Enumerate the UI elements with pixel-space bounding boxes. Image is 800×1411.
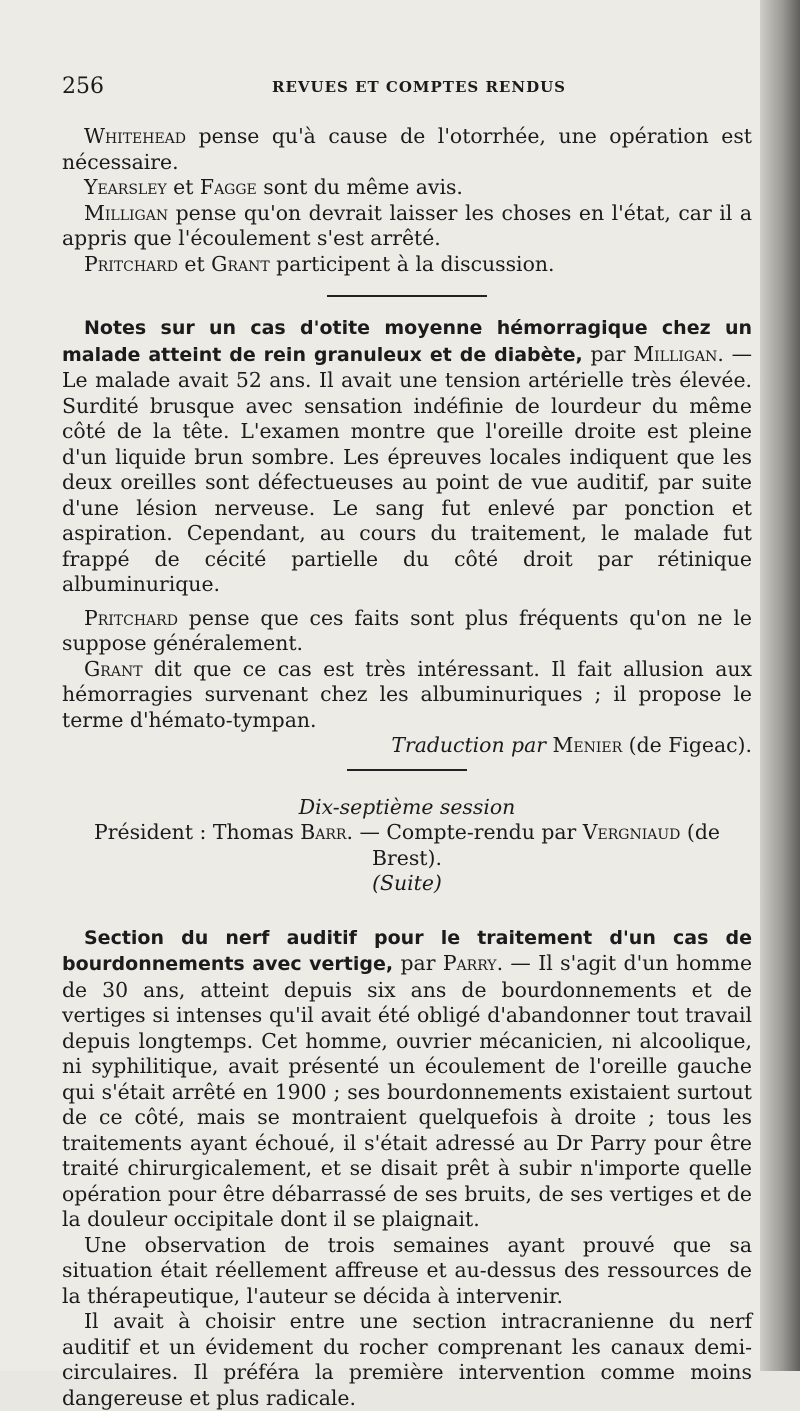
article-parry: [62, 925, 752, 1233]
book-spine-shadow: [760, 0, 800, 1371]
author-name: Grant: [84, 656, 143, 681]
article-author: Milligan: [633, 341, 718, 366]
president-label: Président : Thomas: [94, 820, 301, 844]
author-name: Milligan: [84, 200, 169, 225]
report-label: . — Compte-rendu par: [346, 820, 583, 844]
section-divider: [327, 295, 487, 297]
article-body: . — Il s'agit d'un homme de 30 ans, atteint depuis six ans de bourdonnements et de vertiges si intenses qu'il avait été obligé d'abandonner tout travail depuis longtemps. Cet homme, ouvrier mécanicien, ni alcoolique, ni syphilitique, avait présenté un écoulement de l'oreille gauche qui s'était arrêté en 1900 ; ses bourdonnements existaient surtout de ce côté, mais se montraient quelquefois à droite ; tous les traitements ayant échoué, il s'était adressé au Dr Parry pour être traité chirurgicalement, et se disait prêt à subir n'importe quelle opération pour être débarrassé de ses bruits, de ses vertiges et de la douleur occipitale dont il se plaignait.: [62, 951, 753, 1231]
connector-text: par: [582, 341, 634, 366]
paragraph-pritchard-grant: [62, 252, 752, 278]
author-name: Grant: [211, 251, 270, 276]
connector-text: par: [393, 951, 443, 975]
paragraph-milligan: [62, 201, 752, 252]
paragraph-choice: Il avait à choisir entre une section intracranienne du nerf auditif et un évidement du rocher comprenant les canaux demi-circulaires. Il préféra la première intervention comme moins dangereuse et plus radicale.: [62, 1309, 752, 1410]
reporter-name: Vergniaud: [582, 820, 681, 844]
article-title: Section du nerf auditif pour le traitement d'un cas de bourdonnements avec vertige,: [62, 926, 752, 975]
author-name: Whitehead: [84, 124, 187, 148]
article-milligan: [62, 315, 752, 598]
paragraph-text: pense qu'à cause de l'otorrhée, une opération est nécessaire.: [62, 124, 752, 174]
paragraph-text: dit que ce cas est très intéressant. Il fait allusion aux hémorragies survenant chez les albuminuriques ; il propose le terme d'hémato-tympan.: [62, 656, 752, 732]
author-name: Pritchard: [84, 251, 178, 276]
author-name: Fagge: [199, 175, 257, 199]
translation-label: Traduction par: [391, 733, 547, 757]
translator-name: Menier: [552, 733, 623, 757]
paragraph-whitehead: [62, 124, 752, 175]
paragraph-text: participent à la discussion.: [269, 251, 555, 276]
section-divider: [347, 769, 467, 771]
body-text: [62, 124, 752, 1411]
session-title: Dix-septième session: [298, 794, 516, 819]
running-head: REVUES ET COMPTES RENDUS: [272, 78, 566, 96]
page-header: [62, 74, 752, 104]
article-author: Parry: [442, 951, 497, 975]
paragraph-text: pense qu'on devrait laisser les choses en l'état, car il a appris que l'écoulement s'est arrêté.: [62, 200, 752, 250]
session-credits: [62, 820, 752, 871]
connector-text: et: [177, 251, 212, 276]
paragraph-yearsley: [62, 175, 752, 201]
paragraph-text: sont du même avis.: [256, 175, 463, 199]
article-body: . — Le malade avait 52 ans. Il avait une tension artérielle très élevée. Surdité brusque avec sensation indéfinie de lourdeur du même côté de la tête. L'examen montre que l'oreille droite est pleine d'un liquide brun sombre. Les épreuves locales indiquent que les deux oreilles sont défectueuses au point de vue auditif, par suite d'une lésion nerveuse. Le sang fut enlevé par ponction et aspiration. Cependant, au cours du traitement, le malade fut frappé de cécité partielle du côté droit par rétinique albuminurique.: [62, 341, 753, 596]
connector-text: et: [166, 175, 200, 199]
page-number: 256: [62, 74, 104, 99]
author-name: Pritchard: [84, 605, 178, 630]
translator-place: (de Figeac).: [622, 733, 752, 757]
reporter-place: (de Brest).: [372, 820, 720, 870]
paragraph-observation: Une observation de trois semaines ayant prouvé que sa situation était réellement affreuse et au-dessus des ressources de la thérapeutique, l'auteur se décida à intervenir.: [62, 1232, 752, 1308]
paragraph-pritchard: [62, 606, 752, 657]
president-name: Barr: [300, 820, 347, 844]
paragraph-text: pense que ces faits sont plus fréquents qu'on ne le suppose généralement.: [62, 605, 752, 655]
article-title: Notes sur un cas d'otite moyenne hémorragique chez un malade atteint de rein granuleux et de diabète,: [62, 317, 752, 366]
author-name: Yearsley: [84, 175, 167, 199]
translation-credit: [62, 733, 752, 759]
continued-label: (Suite): [372, 871, 442, 895]
paragraph-grant: [62, 657, 752, 734]
